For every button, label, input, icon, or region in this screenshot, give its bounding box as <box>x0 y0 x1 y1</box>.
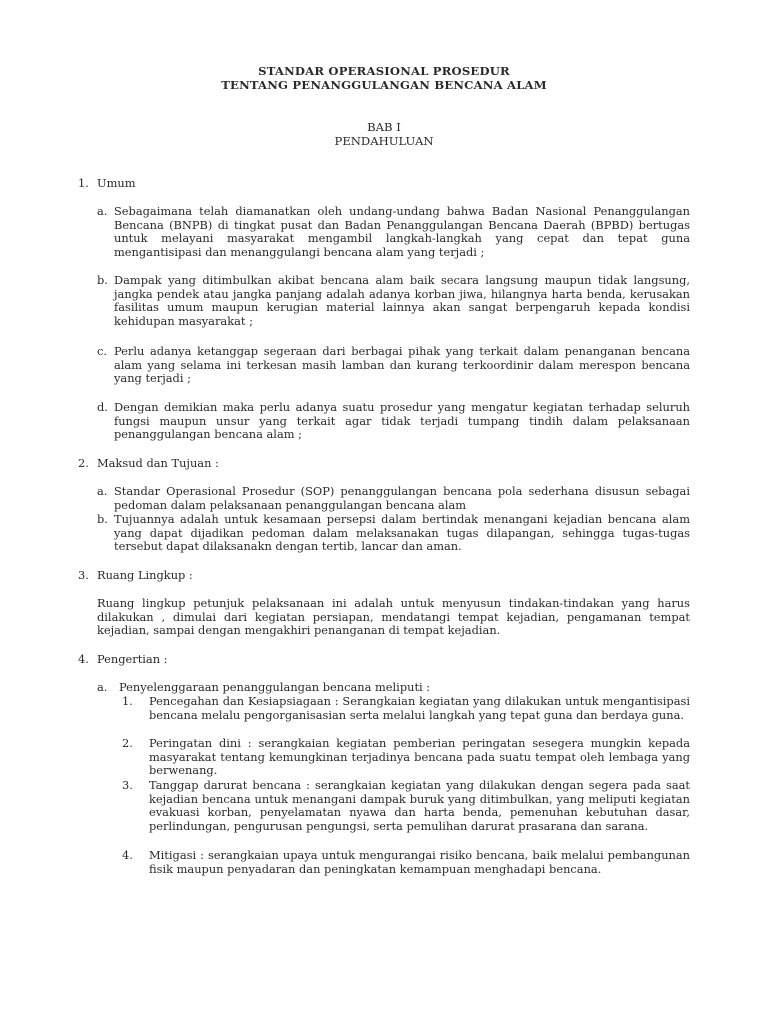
item-marker: b. <box>97 273 108 287</box>
section-number: 1. <box>78 176 89 190</box>
section-1-item-b <box>97 274 690 328</box>
section-4-item-a <box>97 681 430 695</box>
item-marker: b. <box>97 512 108 526</box>
section-2-item-a <box>97 485 690 512</box>
subitem-marker: 1. <box>122 694 133 708</box>
section-4-heading <box>78 653 168 667</box>
section-1-item-c <box>97 345 690 386</box>
subitem-marker: 3. <box>122 778 133 792</box>
item-text: Standar Operasional Prosedur (SOP) penanggulangan bencana pola sederhana disusun sebagai pedoman dalam pelaksanaan penanggulangan bencana alam <box>114 484 690 512</box>
section-4-subitem-4 <box>122 849 690 876</box>
section-2-heading <box>78 457 219 471</box>
section-4-subitem-3 <box>122 779 690 833</box>
item-marker: a. <box>97 484 108 498</box>
item-text: Perlu adanya ketanggap segeraan dari berbagai pihak yang terkait dalam penanganan bencana alam yang selama ini terkesan masih lamban dan kurang terkoordinir dalam merespon bencana yang terjadi ; <box>114 344 690 386</box>
item-marker: c. <box>97 344 108 358</box>
document-title-line-1: STANDAR OPERASIONAL PROSEDUR <box>258 64 510 78</box>
item-marker: a. <box>97 204 108 218</box>
section-4-subitem-2 <box>122 737 690 778</box>
item-text: Dengan demikian maka perlu adanya suatu prosedur yang mengatur kegiatan terhadap seluruh fungsi maupun unsur yang terkait agar tidak terjadi tumpang tindih dalam pelaksanaan penanggulangan bencana alam ; <box>114 400 690 442</box>
item-text: Penyelenggaraan penanggulangan bencana meliputi : <box>119 680 431 694</box>
item-marker: a. <box>97 680 108 694</box>
section-3-heading <box>78 569 193 583</box>
subitem-marker: 2. <box>122 736 133 750</box>
subitem-text: Peringatan dini : serangkaian kegiatan pemberian peringatan sesegera mungkin kepada masyarakat tentang kemungkinan terjadinya bencana pada suatu tempat oleh lembaga yang berwenang. <box>149 736 690 778</box>
section-title: Pengertian : <box>97 652 168 666</box>
subitem-text: Mitigasi : serangkaian upaya untuk mengurangai risiko bencana, baik melalui pembangunan fisik maupun penyadaran dan peningkatan kemampuan menghadapi bencana. <box>149 848 690 876</box>
section-number: 4. <box>78 652 89 666</box>
section-4-subitem-1 <box>122 695 690 722</box>
section-1-heading <box>78 177 136 191</box>
subitem-marker: 4. <box>122 848 133 862</box>
section-2-item-b <box>97 513 690 554</box>
subitem-text: Pencegahan dan Kesiapsiagaan : Serangkaian kegiatan yang dilakukan untuk mengantisipasi bencana melalu pengorganisasian serta melalui langkah yang tepat guna dan berdaya guna. <box>149 694 690 722</box>
chapter-number: BAB I <box>367 120 401 134</box>
item-text: Dampak yang ditimbulkan akibat bencana alam baik secara langsung maupun tidak langsung, jangka pendek atau jangka panjang adalah adanya korban jiwa, hilangnya harta benda, kerusakan fasilitas umum maupun kerugian material lainnya akan sangat berpengaruh kepada kondisi kehidupan masyarakat ; <box>114 273 690 328</box>
section-1-item-d <box>97 401 690 442</box>
document-title-line-2: TENTANG PENANGGULANGAN BENCANA ALAM <box>221 78 547 92</box>
chapter-title: PENDAHULUAN <box>334 134 434 148</box>
item-text: Sebagaimana telah diamanatkan oleh undang-undang bahwa Badan Nasional Penanggulangan Bencana (BNPB) di tingkat pusat dan Badan Penanggulangan Bencana Daerah (BPBD) bertugas untuk melayani masyarakat mengambil langkah-langkah yang cepat dan tepat guna mengantisipasi dan menanggulangi bencana alam yang terjadi ; <box>114 204 690 259</box>
section-1-item-a <box>97 205 690 259</box>
section-number: 2. <box>78 456 89 470</box>
section-number: 3. <box>78 568 89 582</box>
item-marker: d. <box>97 400 108 414</box>
section-title: Ruang Lingkup : <box>97 568 193 582</box>
section-title: Umum <box>97 176 136 190</box>
section-3-paragraph: Ruang lingkup petunjuk pelaksanaan ini adalah untuk menyusun tindakan-tindakan yang harus dilakukan , dimulai dari kegiatan persiapan, mendatangi tempat kejadian, pengamanan tempat kejadian, sampai dengan mengakhiri penanganan di tempat kejadian. <box>97 596 690 638</box>
section-title: Maksud dan Tujuan : <box>97 456 219 470</box>
item-text: Tujuannya adalah untuk kesamaan persepsi dalam bertindak menangani kejadian bencana alam yang dapat dijadikan pedoman dalam melaksanakan tugas dilapangan, sehingga tugas-tugas tersebut dapat dilaksanakn dengan tertib, lancar dan aman. <box>114 512 690 554</box>
subitem-text: Tanggap darurat bencana : serangkaian kegiatan yang dilakukan dengan segera pada saat kejadian bencana untuk menangani dampak buruk yang ditimbulkan, yang meliputi kegiatan evakuasi korban, penyelamatan nyawa dan harta benda, pemenuhan kebutuhan dasar, perlindungan, pengurusan pengungsi, serta pemulihan darurat prasarana dan sarana. <box>149 778 690 833</box>
